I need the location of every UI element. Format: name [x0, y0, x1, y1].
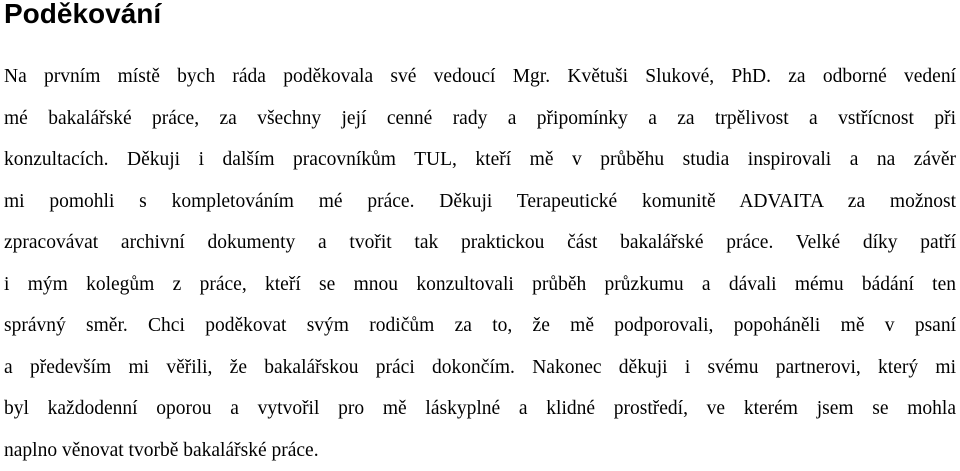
paragraph-line: i mým kolegům z práce, kteří se mnou konzultovali průběh průzkumu a dávali mému bádání ten: [4, 264, 956, 306]
paragraph-line: správný směr. Chci poděkovat svým rodičům za to, že mě podporovali, popoháněli mě v psaní: [4, 305, 956, 347]
paragraph-line: konzultacích. Děkuji i dalším pracovníkům TUL, kteří mě v průběhu studia inspirovali a na závěr: [4, 139, 956, 181]
paragraph-line: mi pomohli s kompletováním mé práce. Děkuji Terapeutické komunitě ADVAITA za možnost: [4, 181, 956, 223]
paragraph-line: byl každodenní oporou a vytvořil pro mě láskyplné a klidné prostředí, ve kterém jsem se mohla: [4, 388, 956, 430]
paragraph-line: zpracovávat archivní dokumenty a tvořit tak praktickou část bakalářské práce. Velké díky patří: [4, 222, 956, 264]
paragraph-line: a především mi věřili, že bakalářskou práci dokončím. Nakonec děkuji i svému partnerovi, který mi: [4, 347, 956, 389]
acknowledgement-paragraph: [4, 56, 956, 471]
page-heading: Poděkování: [4, 0, 161, 32]
paragraph-line-last: naplno věnovat tvorbě bakalářské práce.: [4, 430, 956, 471]
paragraph-line: mé bakalářské práce, za všechny její cenné rady a připomínky a za trpělivost a vstřícnost při: [4, 98, 956, 140]
paragraph-line: Na prvním místě bych ráda poděkovala své vedoucí Mgr. Květuši Slukové, PhD. za odborné vedení: [4, 56, 956, 98]
